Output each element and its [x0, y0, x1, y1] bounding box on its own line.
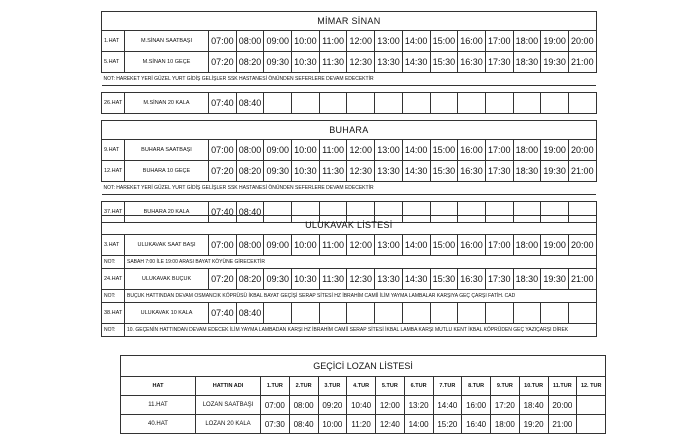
departure-time: 18:30 [513, 269, 541, 290]
departure-time [541, 303, 569, 324]
hat-number: 11.HAT [121, 396, 196, 415]
departure-time: 10:00 [318, 415, 347, 434]
departure-time: 15:00 [430, 31, 458, 52]
departure-time: 09:30 [264, 52, 292, 73]
column-header: 3.TUR [318, 377, 347, 396]
column-header: 11.TUR [548, 377, 577, 396]
departure-time: 18:00 [513, 140, 541, 161]
departure-time: 07:20 [209, 269, 237, 290]
departure-time: 20:00 [568, 31, 596, 52]
route-name: M.SİNAN 10 GEÇE [125, 52, 209, 73]
departure-time [292, 93, 320, 114]
departure-time [577, 396, 606, 415]
route-note: 10. GEÇENİN HATTINDAN DEVAM EDECEK İLİM YAYMA LAMBADAN KARŞI HZ İBRAHİM CAMİİ SERAP SİTESİ İKBAL LAMBA KARŞI MUTLU KENT İKBAL KÖPRÜDEN GEÇ YAZIÇARŞI DİREK [125, 324, 597, 337]
route-note: BUÇUK HATTINDAN DEVAM OSMANCIK KÖPRÜSÜ İKBAL BAYAT GEÇİŞİ SERAP SİTESİ HZ İBRAHİM CAMİİ İLİM YAYMA LAMBALAR KARŞIYA GEÇ ÇARŞI FATİH. CAD [125, 290, 597, 303]
departure-time: 14:40 [433, 396, 462, 415]
departure-time: 13:00 [375, 140, 403, 161]
departure-time [513, 93, 541, 114]
column-header: 5.TUR [376, 377, 405, 396]
hat-number: 24.HAT [102, 269, 125, 290]
departure-time: 12:30 [347, 52, 375, 73]
route-name: M.SİNAN SAATBAŞI [125, 31, 209, 52]
departure-time: 15:00 [430, 235, 458, 256]
departure-time: 08:00 [236, 140, 264, 161]
departure-time [568, 93, 596, 114]
table-row [121, 415, 606, 434]
departure-time: 11:00 [319, 235, 347, 256]
departure-time: 09:30 [264, 269, 292, 290]
departure-time: 17:30 [485, 52, 513, 73]
departure-time: 07:40 [209, 303, 237, 324]
departure-time: 17:30 [485, 269, 513, 290]
departure-time: 19:20 [519, 415, 548, 434]
departure-time: 07:20 [209, 161, 237, 182]
departure-time: 08:20 [236, 269, 264, 290]
route-note: NOT: HAREKET YERİ GÜZEL YURT GİDİŞ GELİŞLER SSK HASTANESİ ÖNÜNDEN SEFERLERE DEVAM EDECEKTİR [102, 73, 597, 86]
departure-time: 21:00 [568, 161, 596, 182]
departure-time [264, 93, 292, 114]
departure-time: 10:00 [292, 140, 320, 161]
route-name: ULUKAVAK BUÇUK [125, 269, 209, 290]
departure-time: 17:00 [485, 140, 513, 161]
departure-time [347, 303, 375, 324]
route-name: LOZAN 20 KALA [196, 415, 261, 434]
departure-time: 08:20 [236, 52, 264, 73]
spacer [102, 86, 597, 93]
departure-time: 07:00 [209, 235, 237, 256]
section-title: ULUKAVAK LİSTESİ [102, 216, 597, 235]
departure-time: 16:00 [458, 140, 486, 161]
departure-time: 12:40 [376, 415, 405, 434]
departure-time: 11:20 [347, 415, 376, 434]
column-header: 8.TUR [462, 377, 491, 396]
ulukavak-table [101, 215, 597, 337]
departure-time: 07:40 [209, 93, 237, 114]
column-header: 10.TUR [519, 377, 548, 396]
note-row [102, 256, 597, 269]
departure-time [402, 93, 430, 114]
route-note: NOT: HAREKET YERİ GÜZEL YURT GİDİŞ GELİŞLER SSK HASTANESİ ÖNÜNDEN SEFERLERE DEVAM EDECEKTİR [102, 182, 597, 195]
column-header: HAT [121, 377, 196, 396]
table-row [102, 52, 597, 73]
route-name: ULUKAVAK SAAT BAŞI [125, 235, 209, 256]
route-name: BUHARA 20 KALA [125, 202, 209, 223]
lozan-table [120, 355, 606, 434]
departure-time [319, 93, 347, 114]
column-header: 1.TUR [261, 377, 290, 396]
note-row [102, 290, 597, 303]
departure-time: 08:40 [236, 202, 264, 223]
section-title: GEÇİCİ LOZAN LİSTESİ [121, 356, 606, 377]
departure-time: 12:00 [347, 140, 375, 161]
departure-time: 21:00 [568, 52, 596, 73]
departure-time [402, 303, 430, 324]
departure-time: 13:00 [375, 235, 403, 256]
departure-time: 11:30 [319, 52, 347, 73]
route-name: LOZAN SAATBAŞI [196, 396, 261, 415]
table-row [102, 161, 597, 182]
departure-time: 07:00 [209, 140, 237, 161]
departure-time: 12:30 [347, 161, 375, 182]
departure-time: 13:20 [404, 396, 433, 415]
departure-time: 16:30 [458, 161, 486, 182]
column-header: 6.TUR [404, 377, 433, 396]
note-label: NOT: [102, 290, 125, 303]
departure-time: 18:30 [513, 52, 541, 73]
departure-time: 08:00 [236, 31, 264, 52]
departure-time: 11:30 [319, 269, 347, 290]
table-row [102, 235, 597, 256]
table-row [121, 396, 606, 415]
departure-time [319, 303, 347, 324]
route-name: BUHARA SAATBAŞI [125, 140, 209, 161]
departure-time: 16:30 [458, 52, 486, 73]
departure-time [541, 93, 569, 114]
departure-time: 10:00 [292, 235, 320, 256]
route-name: ULUKAVAK 10 KALA [125, 303, 209, 324]
departure-time: 18:00 [491, 415, 520, 434]
hat-number: 1.HAT [102, 31, 125, 52]
section-title: BUHARA [102, 121, 597, 140]
departure-time: 15:30 [430, 269, 458, 290]
departure-time: 12:30 [347, 269, 375, 290]
departure-time: 09:20 [318, 396, 347, 415]
departure-time: 10:30 [292, 161, 320, 182]
departure-time: 10:40 [347, 396, 376, 415]
departure-time: 15:30 [430, 161, 458, 182]
hat-number: 26.HAT [102, 93, 125, 114]
hat-number: 40.HAT [121, 415, 196, 434]
mimar-sinan-table [101, 11, 597, 114]
departure-time: 19:00 [541, 140, 569, 161]
departure-time: 17:00 [485, 31, 513, 52]
departure-time: 08:00 [236, 235, 264, 256]
departure-time: 19:00 [541, 31, 569, 52]
departure-time: 08:40 [289, 415, 318, 434]
departure-time: 19:30 [541, 269, 569, 290]
departure-time: 16:00 [462, 396, 491, 415]
departure-time: 13:30 [375, 161, 403, 182]
departure-time: 18:40 [519, 396, 548, 415]
departure-time [347, 93, 375, 114]
departure-time: 12:00 [347, 235, 375, 256]
departure-time [375, 303, 403, 324]
departure-time: 13:30 [375, 52, 403, 73]
table-row [102, 93, 597, 114]
buhara-table [101, 120, 597, 223]
departure-time [458, 93, 486, 114]
departure-time: 14:00 [402, 140, 430, 161]
hat-number: 5.HAT [102, 52, 125, 73]
departure-time: 17:30 [485, 161, 513, 182]
departure-time: 16:40 [462, 415, 491, 434]
departure-time: 19:00 [541, 235, 569, 256]
departure-time [513, 303, 541, 324]
departure-time [430, 303, 458, 324]
departure-time: 21:00 [568, 269, 596, 290]
departure-time: 14:30 [402, 52, 430, 73]
column-header: 9.TUR [491, 377, 520, 396]
hat-number: 38.HAT [102, 303, 125, 324]
departure-time: 07:00 [261, 396, 290, 415]
section-title: MİMAR SİNAN [102, 12, 597, 31]
departure-time: 09:00 [264, 31, 292, 52]
departure-time: 19:30 [541, 161, 569, 182]
departure-time: 10:00 [292, 31, 320, 52]
note-row [102, 324, 597, 337]
departure-time: 17:20 [491, 396, 520, 415]
column-header: 7.TUR [433, 377, 462, 396]
route-name: BUHARA 10 GEÇE [125, 161, 209, 182]
departure-time: 14:30 [402, 161, 430, 182]
departure-time: 10:30 [292, 52, 320, 73]
table-row [102, 269, 597, 290]
departure-time: 07:00 [209, 31, 237, 52]
departure-time: 09:00 [264, 140, 292, 161]
departure-time: 08:20 [236, 161, 264, 182]
departure-time [264, 303, 292, 324]
departure-time: 16:00 [458, 31, 486, 52]
departure-time: 21:00 [548, 415, 577, 434]
departure-time [375, 93, 403, 114]
note-label: NOT: [102, 324, 125, 337]
route-note: SABAH 7:00 İLE 19:00 ARASI BAYAT KÖYÜNE GİRECEKTİR [125, 256, 597, 269]
departure-time: 11:00 [319, 31, 347, 52]
note-label: NOT: [102, 256, 125, 269]
departure-time [458, 303, 486, 324]
table-row [102, 31, 597, 52]
departure-time: 14:00 [404, 415, 433, 434]
hat-number: 3.HAT [102, 235, 125, 256]
departure-time: 09:00 [264, 235, 292, 256]
departure-time: 15:00 [430, 140, 458, 161]
departure-time [577, 415, 606, 434]
departure-time: 10:30 [292, 269, 320, 290]
departure-time: 15:30 [430, 52, 458, 73]
departure-time: 20:00 [568, 235, 596, 256]
departure-time: 18:00 [513, 235, 541, 256]
departure-time [430, 93, 458, 114]
departure-time [485, 93, 513, 114]
departure-time: 08:40 [236, 93, 264, 114]
departure-time [292, 303, 320, 324]
departure-time: 18:30 [513, 161, 541, 182]
departure-time [568, 303, 596, 324]
departure-time: 14:30 [402, 269, 430, 290]
departure-time: 17:00 [485, 235, 513, 256]
departure-time: 16:30 [458, 269, 486, 290]
hat-number: 12.HAT [102, 161, 125, 182]
departure-time: 08:40 [236, 303, 264, 324]
departure-time: 13:00 [375, 31, 403, 52]
header-row [121, 377, 606, 396]
column-header: HATTIN ADI [196, 377, 261, 396]
departure-time [485, 303, 513, 324]
departure-time: 20:00 [548, 396, 577, 415]
departure-time: 14:00 [402, 31, 430, 52]
column-header: 2.TUR [289, 377, 318, 396]
departure-time: 13:30 [375, 269, 403, 290]
departure-time: 07:40 [209, 202, 237, 223]
table-row [102, 303, 597, 324]
table-row [102, 140, 597, 161]
departure-time: 16:00 [458, 235, 486, 256]
column-header: 4.TUR [347, 377, 376, 396]
departure-time: 11:00 [319, 140, 347, 161]
departure-time: 12:00 [347, 31, 375, 52]
departure-time: 20:00 [568, 140, 596, 161]
departure-time: 15:20 [433, 415, 462, 434]
hat-number: 9.HAT [102, 140, 125, 161]
departure-time: 19:30 [541, 52, 569, 73]
departure-time: 14:00 [402, 235, 430, 256]
hat-number: 37.HAT [102, 202, 125, 223]
departure-time: 09:30 [264, 161, 292, 182]
spacer [102, 195, 597, 202]
departure-time: 07:20 [209, 52, 237, 73]
departure-time: 08:00 [289, 396, 318, 415]
column-header: 12. TUR [577, 377, 606, 396]
departure-time: 11:30 [319, 161, 347, 182]
departure-time: 18:00 [513, 31, 541, 52]
route-name: M.SİNAN 20 KALA [125, 93, 209, 114]
departure-time: 12:00 [376, 396, 405, 415]
departure-time: 07:30 [261, 415, 290, 434]
